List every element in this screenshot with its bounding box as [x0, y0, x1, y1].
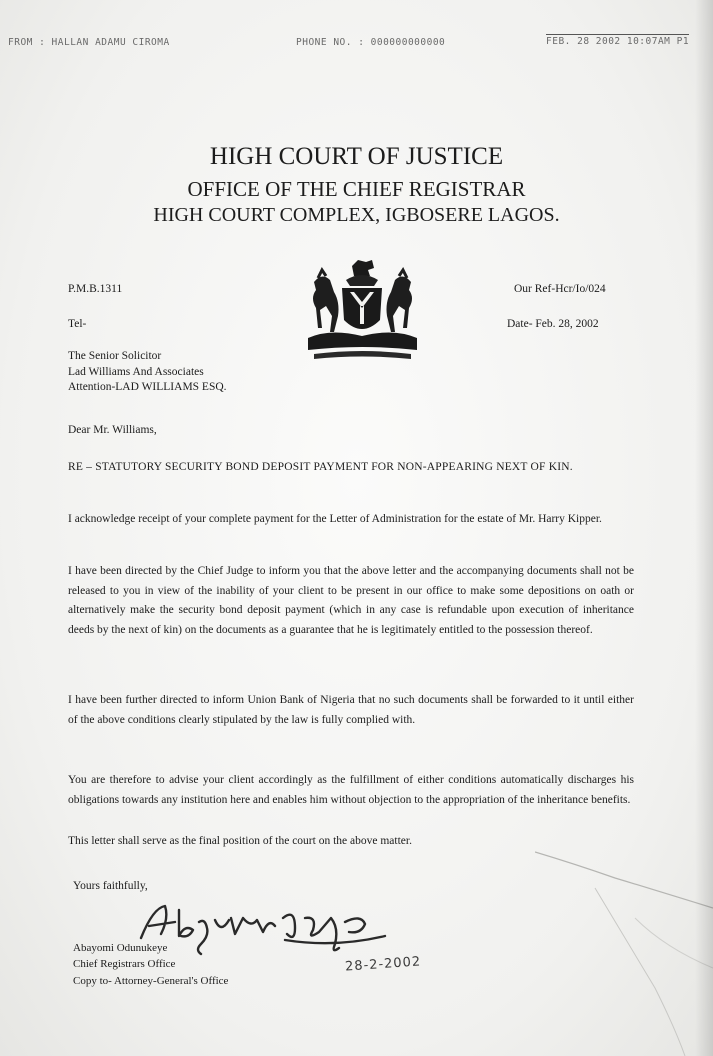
- handwritten-date: 28-2-2002: [344, 954, 422, 975]
- fax-from: FROM : HALLAN ADAMU CIROMA: [8, 37, 170, 48]
- closing: Yours faithfully,: [73, 880, 148, 892]
- body-paragraph: You are therefore to advise your client accordingly as the fulfillment of either conditions automatically discharges his obligations towards any institution here and enables him without objection to the appropriation of the inheritance benefits.: [68, 774, 634, 806]
- copy-to: Copy to- Attorney-General's Office: [73, 975, 229, 987]
- paper-crease: [535, 848, 713, 1056]
- signatory-title: Chief Registrars Office: [73, 958, 176, 970]
- letterhead-office: OFFICE OF THE CHIEF REGISTRAR: [187, 177, 526, 201]
- body-paragraph: This letter shall serve as the final position of the court on the above matter.: [68, 835, 412, 847]
- tel-label: Tel-: [68, 318, 87, 330]
- page-edge-shadow: [695, 0, 713, 1056]
- recipient-line: Attention-LAD WILLIAMS ESQ.: [68, 381, 227, 393]
- recipient-line: Lad Williams And Associates: [68, 365, 204, 378]
- signature-icon: [135, 888, 390, 958]
- letterhead-title: HIGH COURT OF JUSTICE: [209, 143, 504, 170]
- recipient-line: The Senior Solicitor: [68, 350, 162, 362]
- salutation: Dear Mr. Williams,: [68, 424, 157, 436]
- signatory-name: Abayomi Odunukeye: [73, 942, 168, 954]
- coat-of-arms-icon: [300, 258, 425, 363]
- letterhead-address: HIGH COURT COMPLEX, IGBOSERE LAGOS.: [153, 204, 560, 226]
- fax-date: FEB. 28 2002 10:07AM P1: [546, 36, 690, 47]
- recipient-address: [68, 349, 227, 396]
- subject-line: RE – STATUTORY SECURITY BOND DEPOSIT PAYMENT FOR NON-APPEARING NEXT OF KIN.: [68, 461, 573, 473]
- letter-date: Date- Feb. 28, 2002: [507, 318, 599, 330]
- fax-phone: PHONE NO. : 000000000000: [296, 37, 446, 48]
- body-paragraph: I have been directed by the Chief Judge to inform you that the above letter and the accompanying documents shall not be released to you in view of the inability of your client to be present in our office to make some depositions on oath or alternatively make the security bond deposit payment (which in any case is refundable upon execution of inheritance deeds by the next of kin) on the documents as a guarantee that he is legitimately entitled to the possession thereof.: [68, 565, 634, 636]
- body-paragraph: I have been further directed to inform Union Bank of Nigeria that no such documents shall be forwarded to it until either of the above conditions clearly stipulated by the law is fully complied with.: [68, 694, 634, 726]
- body-paragraph: I acknowledge receipt of your complete payment for the Letter of Administration for the estate of Mr. Harry Kipper.: [68, 513, 602, 525]
- fax-header: [6, 33, 706, 51]
- pmb-number: P.M.B.1311: [68, 283, 123, 295]
- our-reference: Our Ref-Hcr/Io/024: [514, 283, 606, 295]
